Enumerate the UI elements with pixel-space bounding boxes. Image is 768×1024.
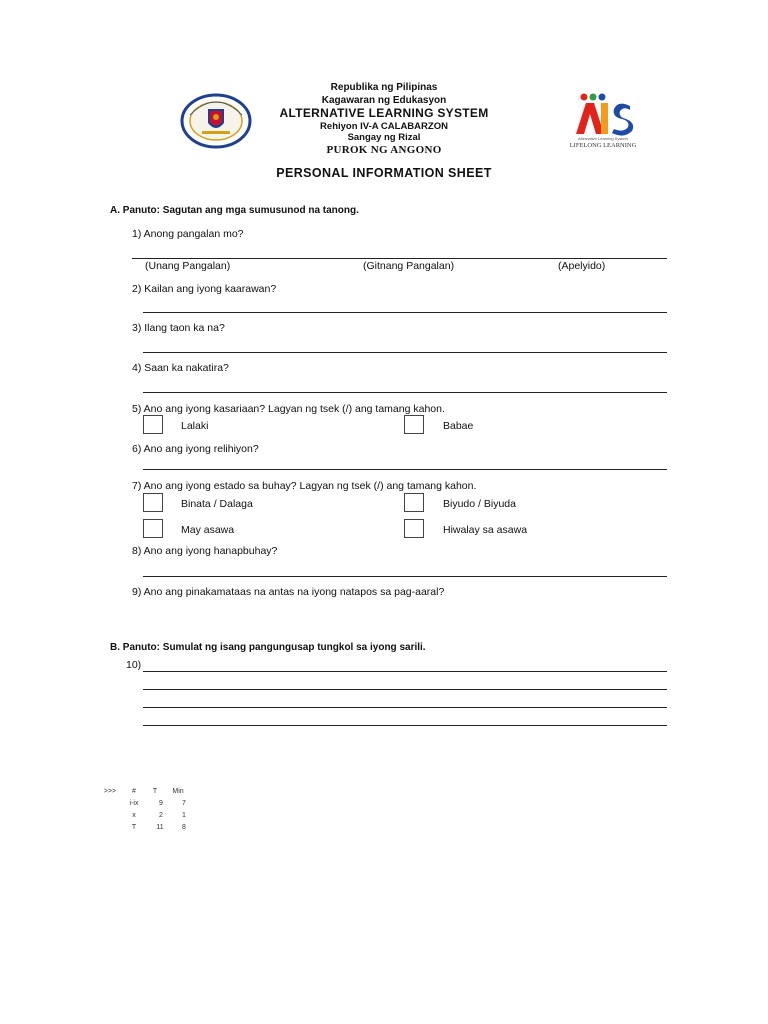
- checkbox-single[interactable]: [143, 493, 163, 512]
- tally-header-prompt: >>>: [103, 788, 117, 795]
- label-first-name: (Unang Pangalan): [145, 260, 231, 272]
- tally-cell: 1: [182, 812, 186, 819]
- option-widowed: Biyudo / Biyuda: [443, 498, 516, 510]
- option-single: Binata / Dalaga: [181, 498, 253, 510]
- section-a-instruction: A. Panuto: Sagutan ang mga sumusunod na tanong.: [110, 205, 359, 216]
- question-6: 6) Ano ang iyong relihiyon?: [132, 443, 259, 455]
- question-8: 8) Ano ang iyong hanapbuhay?: [132, 545, 278, 557]
- sentence-line-1[interactable]: [143, 671, 667, 672]
- tally-cell: i-ix: [129, 800, 139, 807]
- sentence-line-2[interactable]: [143, 689, 667, 690]
- question-10: 10): [126, 659, 142, 671]
- question-2: 2) Kailan ang iyong kaarawan?: [132, 283, 277, 295]
- option-married: May asawa: [181, 524, 235, 536]
- sentence-line-4[interactable]: [143, 725, 667, 726]
- tally-cell: 9: [159, 800, 163, 807]
- tally-header-min: Min: [172, 788, 184, 795]
- als-tagline-small: Alternative Learning System: [577, 136, 629, 141]
- section-b-instruction: B. Panuto: Sumulat ng isang pangungusap tungkol sa iyong sarili.: [110, 642, 426, 653]
- header-district: PUROK NG ANGONO: [326, 144, 442, 156]
- question-7: 7) Ano ang iyong estado sa buhay? Lagyan ng tsek (/) ang tamang kahon.: [132, 480, 477, 492]
- header-region: Rehiyon IV-A CALABARZON: [320, 121, 448, 132]
- checkbox-female[interactable]: [404, 415, 424, 434]
- tally-cell: x: [132, 812, 136, 819]
- religion-answer-line[interactable]: [143, 469, 667, 470]
- tally-cell: 2: [159, 812, 163, 819]
- question-3: 3) Ilang taon ka na?: [132, 322, 225, 334]
- tally-cell: T: [131, 824, 137, 831]
- checkbox-separated[interactable]: [404, 519, 424, 538]
- checkbox-married[interactable]: [143, 519, 163, 538]
- option-female: Babae: [443, 420, 474, 432]
- option-male: Lalaki: [181, 420, 209, 432]
- age-answer-line[interactable]: [143, 352, 667, 353]
- birthday-answer-line[interactable]: [143, 312, 667, 313]
- name-answer-line[interactable]: [132, 258, 667, 259]
- question-1: 1) Anong pangalan mo?: [132, 228, 244, 240]
- header-republic: Republika ng Pilipinas: [330, 82, 438, 93]
- question-5: 5) Ano ang iyong kasariaan? Lagyan ng tsek (/) ang tamang kahon.: [132, 403, 445, 415]
- tally-header-number: #: [132, 788, 136, 795]
- checkbox-male[interactable]: [143, 415, 163, 434]
- sentence-line-3[interactable]: [143, 707, 667, 708]
- tally-header-t: T: [152, 788, 158, 795]
- label-middle-name: (Gitnang Pangalan): [363, 260, 455, 272]
- label-last-name: (Apelyido): [558, 260, 606, 272]
- question-9: 9) Ano ang pinakamataas na antas na iyong natapos sa pag-aaral?: [132, 586, 445, 598]
- checkbox-widowed[interactable]: [404, 493, 424, 512]
- page-title: PERSONAL INFORMATION SHEET: [276, 166, 492, 180]
- occupation-answer-line[interactable]: [143, 576, 667, 577]
- address-answer-line[interactable]: [143, 392, 667, 393]
- tally-cell: 8: [182, 824, 186, 831]
- tally-cell: 11: [156, 824, 164, 831]
- option-separated: Hiwalay sa asawa: [443, 524, 528, 536]
- header-program: ALTERNATIVE LEARNING SYSTEM: [279, 106, 489, 120]
- question-4: 4) Saan ka nakatira?: [132, 362, 229, 374]
- header-department: Kagawaran ng Edukasyon: [321, 95, 447, 106]
- header-division: Sangay ng Rizal: [347, 132, 421, 143]
- tally-cell: 7: [182, 800, 186, 807]
- als-tagline: LIFELONG LEARNING: [569, 142, 637, 149]
